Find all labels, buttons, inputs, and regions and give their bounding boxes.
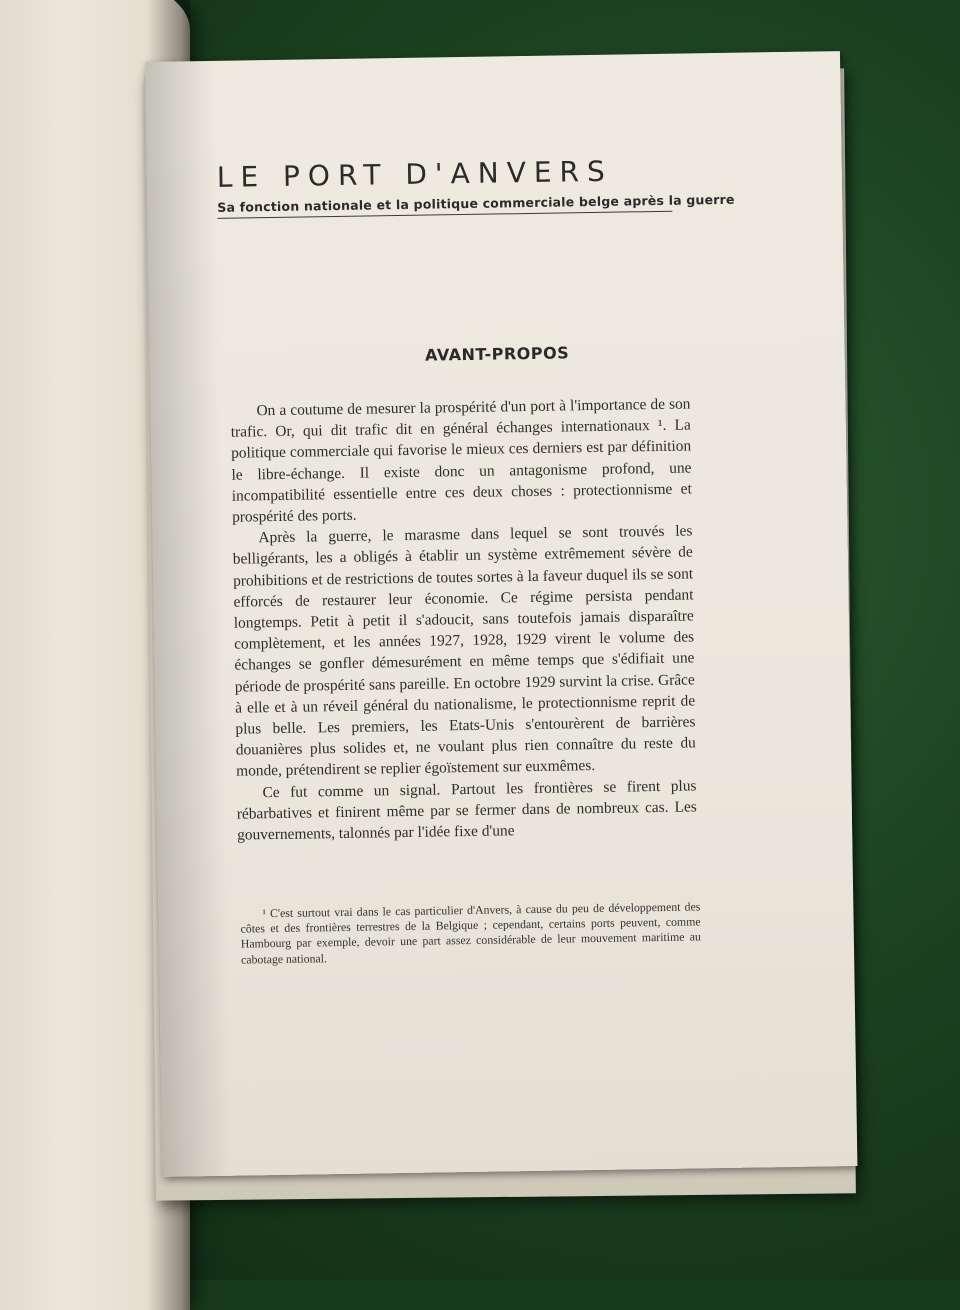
footnote: [240, 899, 701, 967]
paragraph: Après la guerre, le marasme dans lequel se sont trouvés les belligérants, les a obligés à établir un système extrêmement sévère de prohibitions et de restrictions de toutes sortes à la faveur duquel ils se sont efforcés de restaurer leur économie. Ce régime persista pendant longtemps. Petit à petit il s'adoucit, sans toutefois jamais disparaître complètement, et les années 1927, 1928, 1929 virent le volume des échanges se gonfler démesurément en même temps que s'édifiait une période de prospérité sans pareille. En octobre 1929 survint la crise. Grâce à elle et à un réveil général du nationalisme, le protectionnisme reprit de plus belle. Les premiers, les Etats-Unis s'entourèrent de barrières douanières plus solides et, ne voulant plus rien connaître du reste du monde, prétendirent se replier égoïstement sur euxmêmes.: [232, 522, 696, 781]
book-title: LE PORT D'ANVERS: [216, 154, 614, 194]
section-heading: AVANT-PROPOS: [424, 343, 570, 365]
paragraph: Ce fut comme un signal. Partout les frontières se firent plus rébarbatives et finirent même par se fermer dans de nombreux cas. Les gouvernements, talonnés par l'idée fixe d'une: [236, 777, 697, 844]
body-text: [230, 393, 697, 845]
paragraph: On a coutume de mesurer la prospérité d'un port à l'importance de son trafic. Or, qui dit trafic dit en général échanges internationaux ¹. La politique commerciale qui favorise le mieux ces derniers est par définition le libre-échange. Il existe donc un antagonisme profond, une incompatibilité essentielle entre ces deux choses : protectionnisme et prospérité des ports.: [230, 395, 692, 526]
footnote-text: ¹ C'est surtout vrai dans le cas particulier d'Anvers, à cause du peu de développement des côtes et des frontières terrestres de la Belgique ; cependant, certains ports peuvent, comme Hambourg par exemple, devoir une part assez considérable de leur mouvement maritime au cabotage national.: [240, 899, 701, 967]
right-page: [145, 51, 857, 1177]
running-header: [216, 154, 735, 219]
book-subtitle: Sa fonction nationale et la politique commerciale belge après la guerre: [217, 191, 735, 215]
